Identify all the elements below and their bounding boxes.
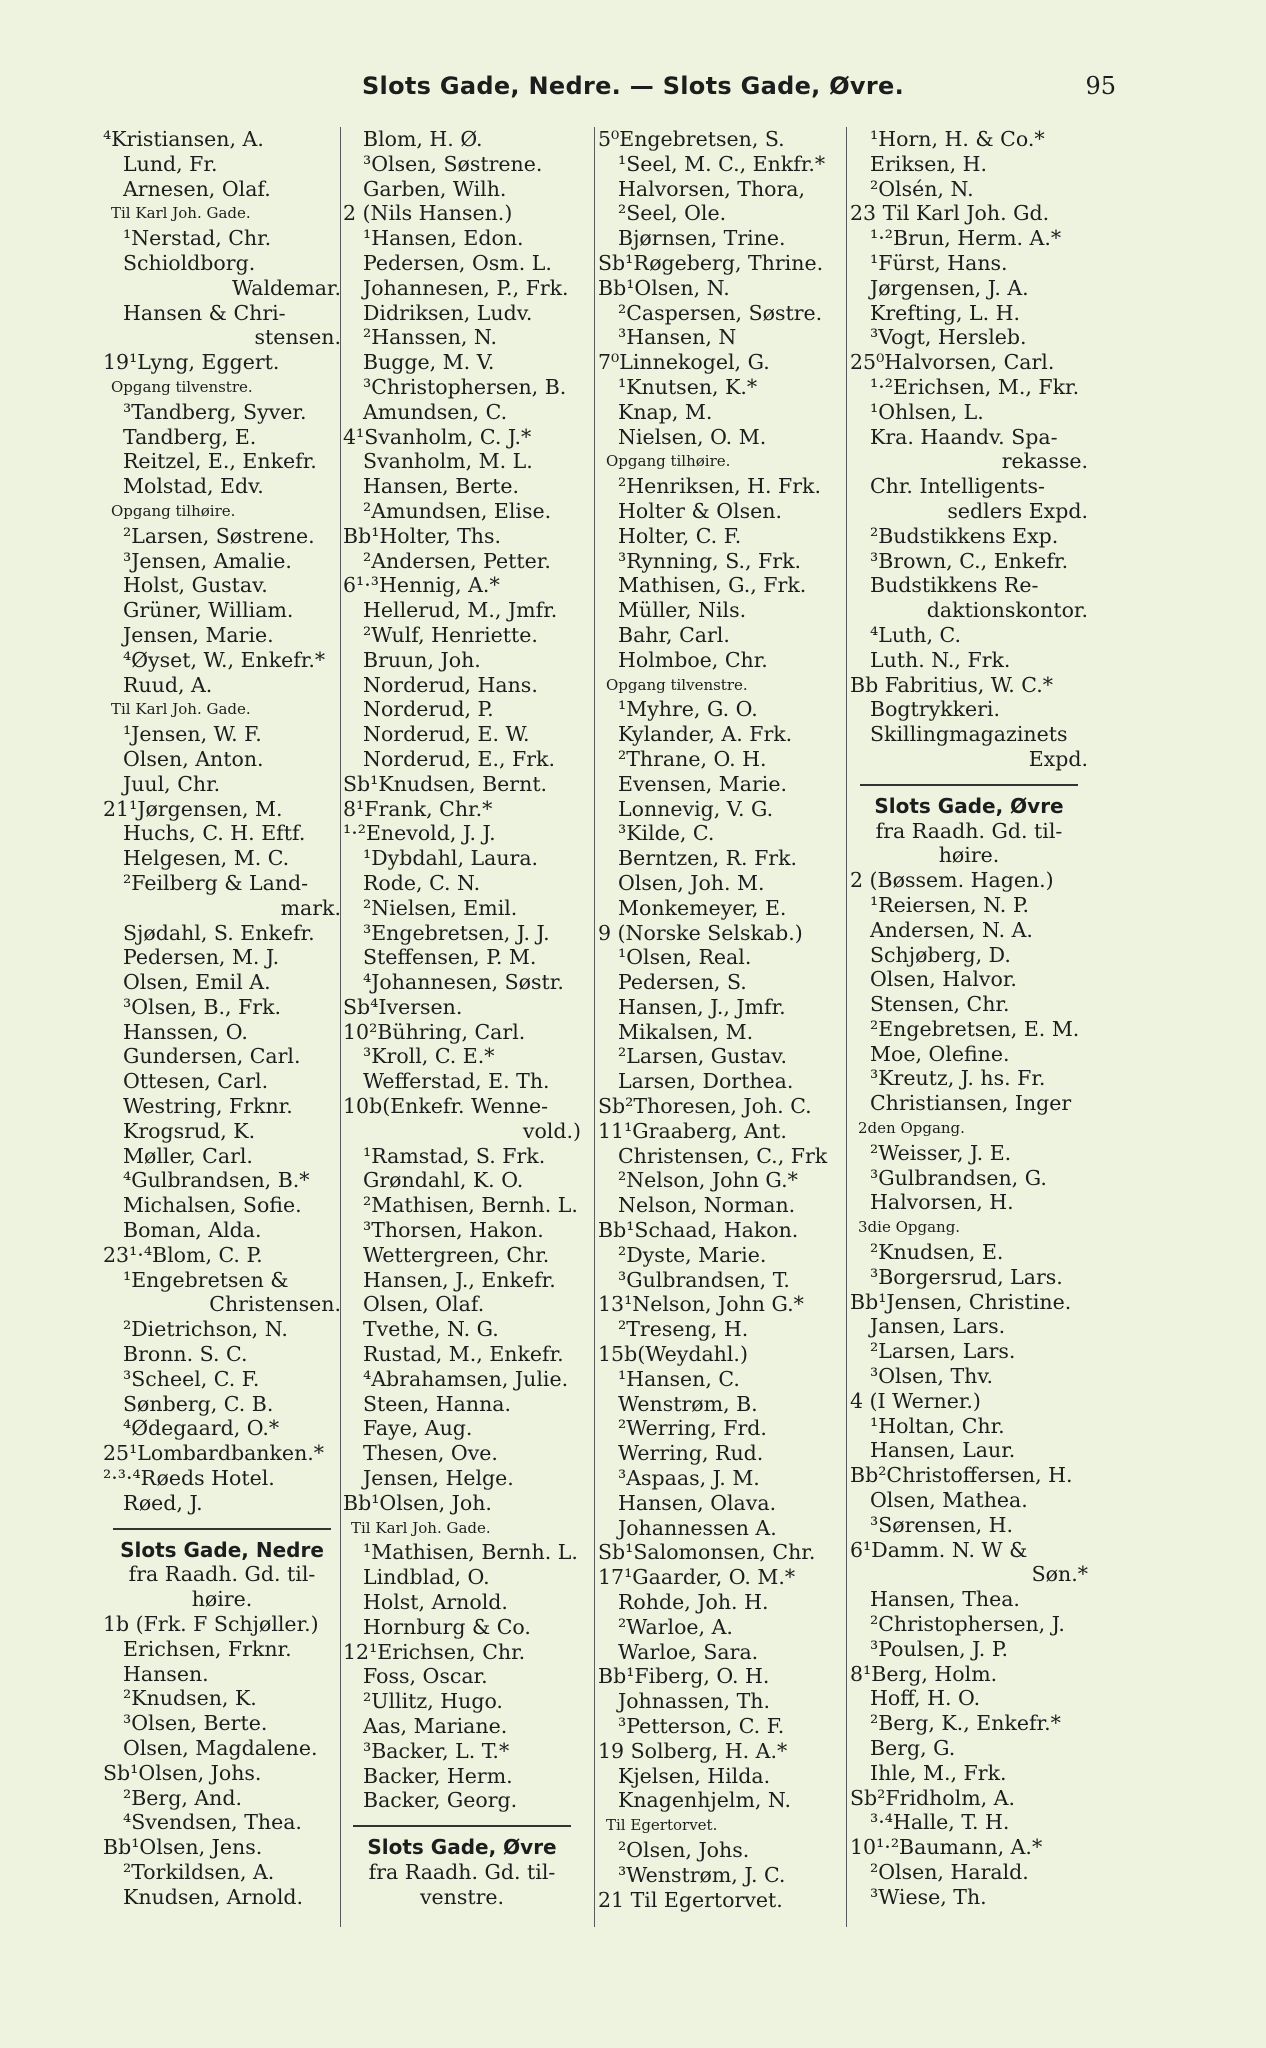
- directory-entry: Norderud, P.: [363, 697, 494, 722]
- directory-entry: Arnesen, Olaf.: [123, 176, 271, 201]
- directory-entry: Aas, Mariane.: [363, 1714, 508, 1738]
- directory-entry: Backer, Herm.: [363, 1763, 513, 1788]
- directory-entry: ³·⁴Halle, T. H.: [870, 1810, 1010, 1835]
- directory-entry: ⁴Svendsen, Thea.: [123, 1810, 302, 1835]
- directory-entry: Holmboe, Chr.: [618, 647, 768, 672]
- directory-entry: rekasse.: [1001, 449, 1088, 474]
- directory-entry: 5⁰Engebretsen, S.: [598, 127, 785, 151]
- directory-entry: Krefting, L. H.: [870, 300, 1021, 325]
- directory-entry: ³Engebretsen, J. J.: [363, 920, 550, 945]
- directory-entry: Jensen, Marie.: [123, 622, 274, 647]
- directory-entry: Wenstrøm, B.: [618, 1391, 758, 1416]
- directory-entry: ³Scheel, C. F.: [123, 1366, 260, 1391]
- directory-entry: Lund, Fr.: [123, 151, 218, 176]
- directory-entry: Svanholm, M. L.: [363, 449, 533, 474]
- directory-entry: Hansen, Laur.: [870, 1438, 1016, 1463]
- directory-entry: ¹Fürst, Hans.: [870, 250, 1008, 275]
- directory-entry: Kjelsen, Hilda.: [618, 1763, 771, 1788]
- stair-note: Til Karl Joh. Gade.: [111, 204, 251, 223]
- directory-entry: ³Brown, C., Enkefr.: [870, 548, 1069, 573]
- stair-note: Opgang tilhøire.: [111, 501, 236, 520]
- directory-entry: Lindblad, O.: [363, 1565, 490, 1590]
- directory-entry: Grøndahl, K. O.: [363, 1168, 524, 1193]
- page-title: Slots Gade, Nedre. — Slots Gade, Øvre.: [361, 72, 905, 100]
- directory-entry: ²Larsen, Lars.: [870, 1339, 1016, 1364]
- directory-entry: Kra. Haandv. Spa-: [870, 424, 1058, 449]
- directory-entry: Sb¹Salomonsen, Chr.: [598, 1540, 816, 1565]
- directory-entry: ²Ullitz, Hugo.: [363, 1689, 503, 1714]
- directory-entry: 8¹Frank, Chr.*: [343, 796, 493, 821]
- directory-entry: ²Knudsen, E.: [870, 1240, 1004, 1265]
- directory-entry: Hornburg & Co.: [363, 1614, 531, 1639]
- directory-entry: Hanssen, O.: [123, 1019, 248, 1044]
- directory-entry: 21¹Jørgensen, M.: [103, 796, 283, 821]
- directory-entry: Sb⁴Iversen.: [343, 994, 463, 1019]
- directory-entry: ¹Nerstad, Chr.: [123, 226, 272, 251]
- directory-entry: 11¹Graaberg, Ant.: [598, 1118, 787, 1143]
- directory-entry: 19 Solberg, H. A.*: [598, 1738, 788, 1763]
- directory-entry: Schioldborg.: [123, 250, 256, 275]
- directory-entry: Hansen.: [123, 1661, 209, 1686]
- directory-entry: Bb¹Fiberg, O. H.: [598, 1664, 770, 1689]
- directory-entry: Johnassen, Th.: [618, 1689, 770, 1714]
- stair-note: 2den Opgang.: [858, 1119, 965, 1138]
- directory-entry: ³Kroll, C. E.*: [363, 1044, 495, 1069]
- directory-entry: Møller, Carl.: [123, 1143, 253, 1168]
- directory-entry: Amundsen, C.: [363, 399, 508, 424]
- page-number: 95: [1085, 72, 1116, 100]
- directory-entry: sedlers Expd.: [947, 498, 1088, 523]
- directory-entry: 12¹Erichsen, Chr.: [343, 1639, 526, 1664]
- directory-entry: ²Caspersen, Søstre.: [618, 300, 823, 325]
- stair-note: Opgang tilhøire.: [606, 452, 731, 471]
- directory-entry: ²·³·⁴Røeds Hotel.: [103, 1466, 275, 1491]
- directory-entry: Westring, Frknr.: [123, 1094, 293, 1119]
- directory-entry: Holst, Arnold.: [363, 1590, 508, 1615]
- directory-entry: ²Hanssen, N.: [363, 325, 498, 350]
- directory-entry: Moe, Olefine.: [870, 1041, 1010, 1066]
- stair-note: Til Karl Joh. Gade.: [351, 1518, 491, 1537]
- stair-note: Opgang tilvenstre.: [606, 675, 748, 694]
- directory-entry: Pedersen, S.: [618, 970, 747, 995]
- directory-entry: ²Weisser, J. E.: [870, 1140, 1012, 1165]
- directory-entry: ²Torkildsen, A.: [123, 1859, 275, 1884]
- directory-entry: ³Kreutz, J. hs. Fr.: [870, 1066, 1046, 1091]
- directory-entry: ³Sørensen, H.: [870, 1512, 1014, 1537]
- directory-entry: ¹Hansen, Edon.: [363, 226, 524, 251]
- directory-entry: ³Olsen, Berte.: [123, 1711, 268, 1736]
- directory-entry: ³Vogt, Hersleb.: [870, 325, 1027, 350]
- directory-entry: Blom, H. Ø.: [363, 127, 483, 151]
- directory-entry: stensen.: [254, 325, 341, 350]
- directory-entry: ¹Knutsen, K.*: [618, 374, 758, 399]
- directory-entry: Halvorsen, H.: [870, 1190, 1014, 1215]
- directory-entry: Halvorsen, Thora,: [618, 176, 806, 201]
- directory-entry: ²Henriksen, H. Frk.: [618, 474, 821, 499]
- directory-entry: ³Rynning, S., Frk.: [618, 548, 802, 573]
- column-divider: [594, 127, 595, 1927]
- directory-entry: Bb²Christoffersen, H.: [850, 1463, 1073, 1488]
- directory-entry: Olsen, Olaf.: [363, 1292, 485, 1317]
- directory-entry: Erichsen, Frknr.: [123, 1636, 292, 1661]
- directory-entry: Knap, M.: [618, 399, 713, 424]
- directory-entry: ¹Holtan, Chr.: [870, 1413, 1005, 1438]
- directory-entry: 8¹Berg, Holm.: [850, 1661, 998, 1686]
- directory-entry: Werring, Rud.: [618, 1441, 764, 1466]
- directory-entry: Lonnevig, V. G.: [618, 796, 774, 821]
- directory-entry: Larsen, Dorthea.: [618, 1069, 794, 1094]
- directory-entry: ²Olsén, N.: [870, 176, 974, 201]
- section-divider: [850, 772, 1088, 794]
- directory-entry: ¹Jensen, W. F.: [123, 722, 262, 747]
- directory-entry: ²Budstikkens Exp.: [870, 523, 1059, 548]
- directory-entry: Monkemeyer, E.: [618, 895, 787, 920]
- directory-entry: ³Hansen, N: [618, 325, 737, 350]
- directory-entry: Ottesen, Carl.: [123, 1069, 269, 1094]
- directory-entry: Boman, Alda.: [123, 1218, 262, 1243]
- directory-entry: Luth. N., Frk.: [870, 647, 1011, 672]
- directory-entry: ³Olsen, Thv.: [870, 1364, 994, 1389]
- directory-entry: Michalsen, Sofie.: [123, 1193, 302, 1218]
- directory-entry: ³Gulbrandsen, T.: [618, 1267, 790, 1292]
- directory-entry: ²Werring, Frd.: [618, 1416, 767, 1441]
- directory-entry: ⁴Johannesen, Søstr.: [363, 970, 564, 995]
- directory-entry: ²Warloe, A.: [618, 1614, 733, 1639]
- directory-entry: Warloe, Sara.: [618, 1639, 759, 1664]
- directory-entry: 10²Bühring, Carl.: [343, 1019, 526, 1044]
- directory-entry: Christensen, C., Frk: [618, 1143, 828, 1168]
- directory-entry: ¹Ohlsen, L.: [870, 399, 984, 424]
- directory-entry: ²Treseng, H.: [618, 1317, 749, 1342]
- directory-entry: Nelson, Norman.: [618, 1193, 796, 1218]
- directory-entry: Mathisen, G., Frk.: [618, 573, 807, 598]
- directory-entry: Nielsen, O. M.: [618, 424, 767, 449]
- directory-entry: ²Amundsen, Elise.: [363, 498, 552, 523]
- directory-entry: 1b (Frk. F Schjøller.): [103, 1612, 319, 1637]
- directory-entry: høire.: [191, 1587, 253, 1612]
- directory-entry: Expd.: [1028, 746, 1088, 771]
- directory-entry: Hansen, Olava.: [618, 1490, 777, 1515]
- directory-entry: Jørgensen, J. A.: [870, 275, 1029, 300]
- directory-entry: Johannessen A.: [618, 1515, 777, 1540]
- directory-entry: Molstad, Edv.: [123, 474, 264, 499]
- directory-entry: Müller, Nils.: [618, 598, 747, 623]
- directory-entry: Bb¹Olsen, N.: [598, 275, 730, 300]
- directory-entry: Røed, J.: [123, 1490, 203, 1515]
- directory-entry: ³Tandberg, Syver.: [123, 399, 307, 424]
- directory-entry: Jensen, Helge.: [363, 1466, 514, 1491]
- directory-entry: Holst, Gustav.: [123, 573, 268, 598]
- directory-entry: Ruud, A.: [123, 672, 213, 697]
- directory-entry: 6¹·³Hennig, A.*: [343, 573, 500, 598]
- directory-entry: Rohde, Joh. H.: [618, 1590, 769, 1615]
- directory-entry: ³Olsen, B., Frk.: [123, 994, 282, 1019]
- directory-entry: ³Wenstrøm, J. C.: [618, 1862, 786, 1887]
- directory-entry: 4¹Svanholm, C. J.*: [343, 424, 532, 449]
- directory-entry: Gundersen, Carl.: [123, 1044, 301, 1069]
- directory-entry: Schjøberg, D.: [870, 942, 1011, 967]
- directory-entry: ³Borgersrud, Lars.: [870, 1264, 1063, 1289]
- directory-entry: Andersen, N. A.: [870, 917, 1033, 942]
- directory-entry: Norderud, E., Frk.: [363, 746, 555, 771]
- directory-entry: 10¹·²Baumann, A.*: [850, 1835, 1043, 1860]
- directory-entry: vold.): [522, 1118, 581, 1143]
- directory-entry: 2 (Nils Hansen.): [343, 201, 513, 226]
- directory-entry: ¹Dybdahl, Laura.: [363, 846, 539, 871]
- directory-entry: mark.: [280, 895, 341, 920]
- directory-entry: Bb¹Olsen, Jens.: [103, 1835, 263, 1860]
- section-divider: [103, 1516, 341, 1538]
- directory-entry: Bb Fabritius, W. C.*: [850, 672, 1054, 697]
- directory-entry: Olsen, Anton.: [123, 746, 264, 771]
- directory-entry: 23 Til Karl Joh. Gd.: [850, 201, 1050, 226]
- directory-entry: Sb²Fridholm, A.: [850, 1785, 1015, 1810]
- directory-entry: Evensen, Marie.: [618, 771, 787, 796]
- directory-entry: Norderud, Hans.: [363, 672, 538, 697]
- directory-entry: ³Aspaas, J. M.: [618, 1466, 760, 1491]
- directory-entry: Foss, Oscar.: [363, 1664, 488, 1689]
- directory-entry: ²Berg, K., Enkefr.*: [870, 1711, 1061, 1736]
- directory-entry: Huchs, C. H. Eftf.: [123, 821, 306, 846]
- directory-entry: ³Wiese, Th.: [870, 1884, 987, 1909]
- directory-entry: ¹Mathisen, Bernh. L.: [363, 1540, 578, 1565]
- directory-entry: ⁴Kristiansen, A.: [103, 127, 264, 151]
- directory-entry: ¹Seel, M. C., Enkfr.*: [618, 151, 826, 176]
- directory-entry: ⁴Øyset, W., Enkefr.*: [123, 647, 326, 672]
- directory-entry: ³Christophersen, B.: [363, 374, 567, 399]
- directory-entry: Olsen, Magdalene.: [123, 1736, 318, 1760]
- directory-entry: ²Wulf, Henriette.: [363, 622, 538, 647]
- directory-entry: Bogtrykkeri.: [870, 697, 1000, 722]
- directory-entry: Tandberg, E.: [123, 424, 257, 449]
- directory-entry: Holter & Olsen.: [618, 498, 782, 523]
- section-heading: Slots Gade, Øvre: [874, 793, 1064, 818]
- directory-entry: Steen, Hanna.: [363, 1391, 512, 1416]
- directory-entry: Berntzen, R. Frk.: [618, 846, 798, 871]
- directory-entry: Ihle, M., Frk.: [870, 1760, 1007, 1785]
- directory-entry: ³Kilde, C.: [618, 821, 715, 846]
- directory-entry: Backer, Georg.: [363, 1788, 518, 1813]
- directory-entry: Bb¹Holter, Ths.: [343, 523, 502, 548]
- directory-entry: ¹Olsen, Real.: [618, 945, 752, 970]
- directory-entry: fra Raadh. Gd. til-: [368, 1859, 556, 1884]
- directory-entry: Sb¹Olsen, Johs.: [103, 1760, 262, 1785]
- directory-entry: Stensen, Chr.: [870, 992, 1010, 1017]
- section-divider: [343, 1813, 581, 1835]
- directory-entry: ¹Horn, H. & Co.*: [870, 127, 1045, 151]
- directory-entry: ³Thorsen, Hakon.: [363, 1218, 544, 1243]
- directory-entry: 15b(Weydahl.): [598, 1342, 748, 1367]
- directory-entry: ³Gulbrandsen, G.: [870, 1165, 1047, 1190]
- directory-entry: 10b(Enkefr. Wenne-: [343, 1094, 549, 1119]
- directory-entry: Eriksen, H.: [870, 151, 988, 176]
- directory-column-3: [598, 127, 836, 1912]
- directory-entry: ²Dyste, Marie.: [618, 1242, 767, 1267]
- directory-entry: ³Olsen, Søstrene.: [363, 151, 543, 176]
- directory-column-2: [343, 127, 581, 1910]
- directory-entry: 17¹Gaarder, O. M.*: [598, 1565, 796, 1590]
- directory-entry: ²Olsen, Harald.: [870, 1859, 1029, 1884]
- directory-entry: ²Engebretsen, E. M.: [870, 1016, 1080, 1041]
- directory-entry: Rustad, M., Enkefr.: [363, 1342, 564, 1367]
- directory-entry: ⁴Gulbrandsen, B.*: [123, 1168, 310, 1193]
- directory-entry: 25¹Lombardbanken.*: [103, 1441, 325, 1466]
- directory-entry: Bb¹Schaad, Hakon.: [598, 1218, 799, 1243]
- directory-entry: Mikalsen, M.: [618, 1019, 754, 1044]
- directory-entry: ²Nelson, John G.*: [618, 1168, 798, 1193]
- directory-entry: 6¹Damm. N. W &: [850, 1537, 1028, 1562]
- directory-entry: Pedersen, Osm. L.: [363, 250, 552, 275]
- directory-entry: Hansen, Thea.: [870, 1587, 1020, 1612]
- directory-entry: ¹·²Erichsen, M., Fkr.: [870, 374, 1080, 399]
- directory-entry: ²Nielsen, Emil.: [363, 895, 518, 920]
- directory-entry: ²Berg, And.: [123, 1785, 243, 1810]
- directory-entry: 13¹Nelson, John G.*: [598, 1292, 804, 1317]
- directory-entry: Olsen, Emil A.: [123, 970, 271, 995]
- directory-entry: Sb¹Knudsen, Bernt.: [343, 771, 548, 796]
- section-heading: Slots Gade, Øvre: [367, 1835, 557, 1860]
- directory-entry: ¹Hansen, C.: [618, 1366, 740, 1391]
- directory-entry: 4 (I Werner.): [850, 1388, 981, 1413]
- directory-entry: 9 (Norske Selskab.): [598, 920, 803, 945]
- directory-entry: Grüner, William.: [123, 598, 294, 623]
- directory-entry: Budstikkens Re-: [870, 573, 1039, 598]
- directory-entry: Steffensen, P. M.: [363, 945, 537, 970]
- directory-entry: Christensen.: [209, 1292, 341, 1317]
- directory-entry: 2 (Bøssem. Hagen.): [850, 868, 1054, 893]
- directory-entry: Hoff, H. O.: [870, 1686, 981, 1711]
- directory-entry: Sønberg, C. B.: [123, 1391, 274, 1416]
- directory-entry: Johannesen, P., Frk.: [363, 275, 569, 300]
- directory-entry: Hansen, Berte.: [363, 474, 520, 499]
- directory-entry: Hansen & Chri-: [123, 300, 286, 325]
- directory-entry: 7⁰Linnekogel, G.: [598, 350, 770, 375]
- directory-entry: Rode, C. N.: [363, 870, 481, 895]
- directory-entry: Hansen, J., Enkefr.: [363, 1267, 556, 1292]
- directory-entry: 23¹·⁴Blom, C. P.: [103, 1242, 263, 1267]
- directory-entry: Juul, Chr.: [123, 771, 221, 796]
- directory-entry: Bjørnsen, Trine.: [618, 226, 786, 251]
- directory-entry: Faye, Aug.: [363, 1416, 473, 1441]
- directory-entry: ²Mathisen, Bernh. L.: [363, 1193, 578, 1218]
- directory-entry: Thesen, Ove.: [363, 1441, 498, 1466]
- directory-entry: Bb¹Olsen, Joh.: [343, 1490, 492, 1515]
- directory-entry: ⁴Luth, C.: [870, 622, 961, 647]
- column-divider: [846, 127, 847, 1927]
- stair-note: 3die Opgang.: [858, 1218, 961, 1237]
- directory-entry: ³Poulsen, J. P.: [870, 1636, 1008, 1661]
- directory-entry: Jansen, Lars.: [870, 1314, 1006, 1339]
- directory-entry: Bahr, Carl.: [618, 622, 730, 647]
- directory-entry: fra Raadh. Gd. til-: [128, 1562, 316, 1587]
- directory-entry: ³Petterson, C. F.: [618, 1714, 785, 1738]
- directory-entry: daktionskontor.: [926, 598, 1088, 623]
- directory-entry: ²Knudsen, K.: [123, 1686, 257, 1711]
- directory-entry: Christiansen, Inger: [870, 1091, 1072, 1116]
- directory-entry: Skillingmagazinets: [870, 722, 1068, 747]
- directory-entry: Didriksen, Ludv.: [363, 300, 533, 325]
- directory-entry: Chr. Intelligents-: [870, 474, 1045, 499]
- directory-entry: Garben, Wilh.: [363, 176, 507, 201]
- directory-entry: Olsen, Joh. M.: [618, 870, 765, 895]
- directory-entry: Bb¹Jensen, Christine.: [850, 1289, 1072, 1314]
- directory-entry: ³Backer, L. T.*: [363, 1738, 510, 1763]
- directory-entry: Sjødahl, S. Enkefr.: [123, 920, 315, 945]
- directory-entry: Wefferstad, E. Th.: [363, 1069, 550, 1094]
- directory-entry: ¹Myhre, G. O.: [618, 697, 758, 722]
- directory-entry: Helgesen, M. C.: [123, 846, 290, 871]
- directory-entry: ¹Ramstad, S. Frk.: [363, 1143, 546, 1168]
- stair-note: Til Egertorvet.: [606, 1816, 718, 1835]
- directory-entry: Bruun, Joh.: [363, 647, 481, 672]
- directory-entry: ⁴Ødegaard, O.*: [123, 1416, 280, 1441]
- directory-entry: Reitzel, E., Enkefr.: [123, 449, 317, 474]
- directory-entry: 19¹Lyng, Eggert.: [103, 350, 280, 375]
- directory-column-1: [103, 127, 341, 1910]
- directory-entry: Berg, G.: [870, 1736, 956, 1760]
- directory-entry: Olsen, Halvor.: [870, 967, 1017, 992]
- directory-entry: Sb²Thoresen, Joh. C.: [598, 1094, 812, 1119]
- directory-entry: ¹·²Brun, Herm. A.*: [870, 226, 1062, 251]
- page-header: [0, 72, 1266, 112]
- directory-entry: fra Raadh. Gd. til-: [875, 818, 1063, 843]
- directory-entry: Bronn. S. C.: [123, 1342, 248, 1367]
- stair-note: Til Karl Joh. Gade.: [111, 700, 251, 719]
- directory-entry: ²Andersen, Petter.: [363, 548, 551, 573]
- directory-entry: Holter, C. F.: [618, 523, 742, 548]
- section-heading: Slots Gade, Nedre: [120, 1537, 324, 1562]
- directory-entry: ²Thrane, O. H.: [618, 746, 767, 771]
- directory-entry: ¹·²Enevold, J. J.: [343, 821, 496, 846]
- stair-note: Opgang tilvenstre.: [111, 377, 253, 396]
- directory-entry: 25⁰Halvorsen, Carl.: [850, 350, 1055, 375]
- directory-entry: Wettergreen, Chr.: [363, 1242, 550, 1267]
- directory-entry: ³Jensen, Amalie.: [123, 548, 292, 573]
- directory-entry: ²Christophersen, J.: [870, 1612, 1065, 1637]
- directory-entry: høire.: [938, 843, 1000, 868]
- directory-entry: Sb¹Røgeberg, Thrine.: [598, 250, 824, 275]
- directory-entry: ¹Engebretsen &: [123, 1267, 289, 1292]
- directory-entry: ²Olsen, Johs.: [618, 1837, 750, 1862]
- directory-column-4: [850, 127, 1088, 1910]
- directory-entry: 21 Til Egertorvet.: [598, 1887, 783, 1912]
- directory-entry: Krogsrud, K.: [123, 1118, 256, 1143]
- directory-entry: ²Dietrichson, N.: [123, 1317, 288, 1342]
- directory-entry: ²Larsen, Søstrene.: [123, 523, 315, 548]
- directory-entry: ²Feilberg & Land-: [123, 870, 309, 895]
- directory-entry: Knudsen, Arnold.: [123, 1884, 304, 1909]
- directory-entry: Waldemar.: [231, 275, 341, 300]
- directory-entry: Søn.*: [1031, 1562, 1088, 1587]
- directory-entry: ¹Reiersen, N. P.: [870, 892, 1029, 917]
- directory-entry: Knagenhjelm, N.: [618, 1788, 792, 1813]
- directory-entry: Pedersen, M. J.: [123, 945, 280, 970]
- directory-entry: Olsen, Mathea.: [870, 1488, 1028, 1513]
- directory-entry: Hellerud, M., Jmfr.: [363, 598, 558, 623]
- directory-entry: venstre.: [419, 1884, 505, 1909]
- directory-entry: Kylander, A. Frk.: [618, 722, 793, 747]
- directory-entry: ²Larsen, Gustav.: [618, 1044, 787, 1069]
- directory-entry: ⁴Abrahamsen, Julie.: [363, 1366, 569, 1391]
- directory-entry: Bugge, M. V.: [363, 350, 495, 375]
- directory-entry: Tvethe, N. G.: [363, 1317, 499, 1342]
- directory-entry: Norderud, E. W.: [363, 722, 530, 747]
- directory-entry: Hansen, J., Jmfr.: [618, 994, 786, 1019]
- directory-entry: ²Seel, Ole.: [618, 201, 727, 226]
